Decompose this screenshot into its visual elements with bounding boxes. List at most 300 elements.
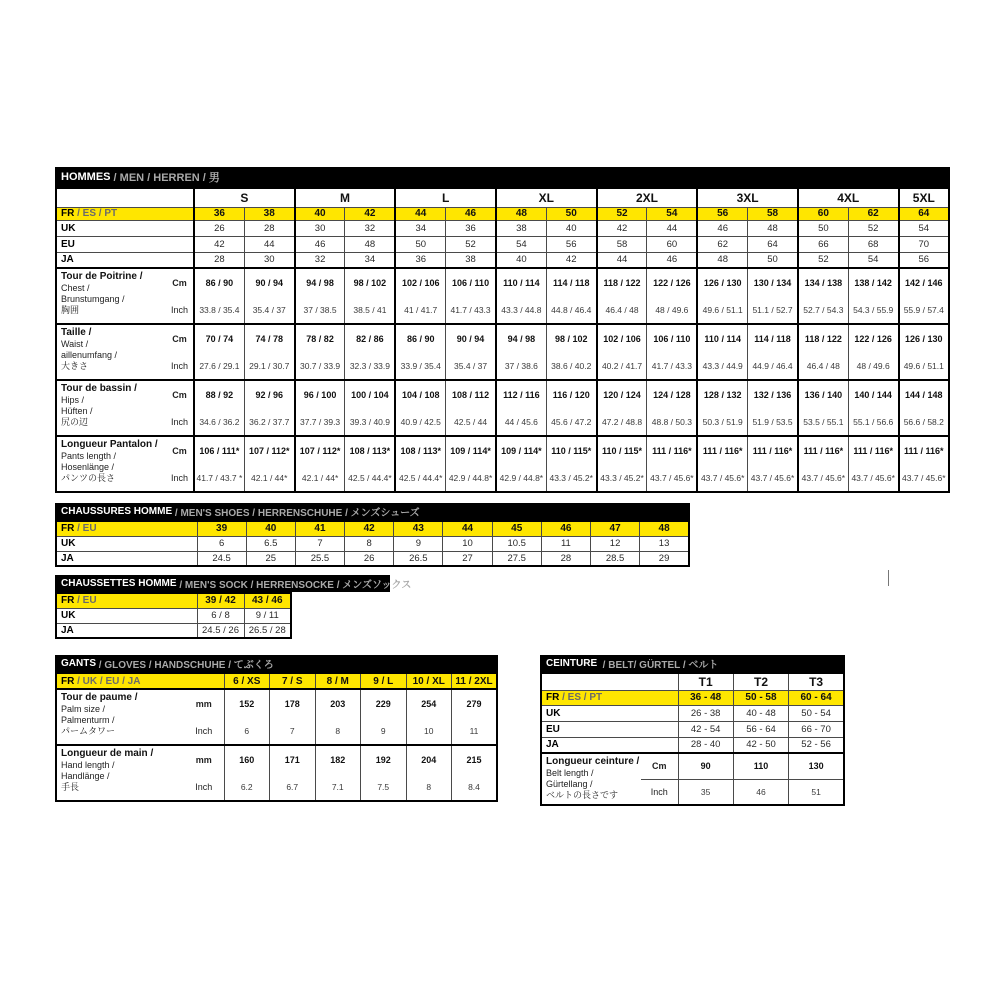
size-value: 48: [496, 207, 546, 220]
unit-inch: Inch: [166, 296, 194, 324]
size-value: 10 / XL: [406, 673, 452, 689]
row-label: [541, 737, 678, 753]
size-value: 54: [848, 252, 898, 268]
inch-value: 42.1 / 44*: [244, 464, 294, 492]
unit-inch: Inch: [166, 464, 194, 492]
inch-value: 37 / 38.5: [295, 296, 345, 324]
mm-value: 203: [315, 689, 361, 717]
inch-value: 33.9 / 35.4: [395, 352, 445, 380]
cm-value: 128 / 132: [697, 380, 747, 408]
measure-label-line: Chest /: [61, 282, 90, 293]
size-value: 6 / XS: [224, 673, 270, 689]
inch-value: 40.2 / 41.7: [597, 352, 647, 380]
row-label-rest: / UK / EU / JA: [74, 675, 141, 687]
size-value: 45: [492, 521, 541, 536]
measure-label: [56, 436, 166, 492]
cm-value: 110 / 114: [496, 268, 546, 296]
size-value: 6.5: [246, 536, 295, 551]
cm-value: 114 / 118: [748, 324, 798, 352]
shoes-title-bar: [55, 503, 690, 520]
table-row: [56, 464, 949, 492]
cm-value: 102 / 106: [395, 268, 445, 296]
cm-value: 82 / 86: [345, 324, 395, 352]
size-value: 30: [244, 252, 294, 268]
size-value: 56: [899, 252, 949, 268]
size-value: 40 - 48: [733, 705, 788, 721]
size-value: 52: [798, 252, 848, 268]
size-value: 24.5: [197, 551, 246, 566]
measure-label: [56, 324, 166, 380]
inch-value: 46: [733, 779, 788, 805]
size-value: 70: [899, 236, 949, 252]
unit-mm: mm: [184, 689, 224, 717]
measure-label: [56, 689, 184, 745]
inch-value: 35.4 / 37: [446, 352, 496, 380]
socks-size-table: [55, 592, 292, 639]
cm-value: 124 / 128: [647, 380, 697, 408]
inch-value: 35.4 / 37: [244, 296, 294, 324]
mm-value: 178: [270, 689, 316, 717]
inch-value: 42.5 / 44.4*: [345, 464, 395, 492]
measure-label-line: 大きさ: [61, 360, 89, 371]
size-value: 46: [446, 207, 496, 220]
inch-value: 42.9 / 44.8*: [446, 464, 496, 492]
size-value: 43 / 46: [244, 593, 291, 608]
measure-label-line: パンツの長さ: [61, 472, 116, 483]
size-value: 44: [647, 220, 697, 236]
size-value: 43: [394, 521, 443, 536]
inch-value: 43.7 / 45.6*: [798, 464, 848, 492]
table-row: [541, 673, 844, 690]
size-value: 36: [395, 252, 445, 268]
size-value: 26: [194, 220, 244, 236]
corner-cell: [541, 673, 678, 690]
size-value: 9 / L: [361, 673, 407, 689]
row-label: [56, 252, 194, 268]
belt-title-rest: / BELT/ GÜRTEL / ベルト: [597, 660, 719, 671]
inch-value: 41.7 / 43.7 *: [194, 464, 244, 492]
cm-value: 100 / 104: [345, 380, 395, 408]
size-value: 25.5: [295, 551, 344, 566]
size-value: 44: [597, 252, 647, 268]
row-label-bold: EU: [546, 723, 560, 735]
unit-inch: Inch: [166, 408, 194, 436]
cm-value: 88 / 92: [194, 380, 244, 408]
size-value: 52: [446, 236, 496, 252]
cm-value: 111 / 116*: [798, 436, 848, 464]
mm-value: 279: [452, 689, 498, 717]
table-row: [56, 745, 497, 773]
size-value: 12: [591, 536, 640, 551]
unit-cm: Cm: [166, 436, 194, 464]
size-value: 42: [194, 236, 244, 252]
inch-value: 47.2 / 48.8: [597, 408, 647, 436]
inch-value: 36.2 / 37.7: [244, 408, 294, 436]
measure-label-line: Palm size /: [61, 703, 106, 714]
size-value: 54: [647, 207, 697, 220]
size-value: 27.5: [492, 551, 541, 566]
cm-value: 111 / 116*: [848, 436, 898, 464]
size-value: 46: [647, 252, 697, 268]
gloves-title-bar: [55, 655, 498, 672]
table-row: [541, 721, 844, 737]
cm-value: 126 / 130: [899, 324, 949, 352]
size-value: 50 - 54: [789, 705, 844, 721]
size-value: 48: [748, 220, 798, 236]
cm-value: 90: [678, 753, 733, 779]
socks-title-rest: / MEN'S SOCK / HERRENSOCKE / メンズソックス: [176, 580, 412, 591]
table-row: [56, 268, 949, 296]
table-row: [56, 623, 291, 638]
size-value: 28.5: [591, 551, 640, 566]
size-value: 6: [197, 536, 246, 551]
size-value: 25: [246, 551, 295, 566]
cm-value: 86 / 90: [395, 324, 445, 352]
measure-label-line: Hand length /: [61, 759, 115, 770]
belt-size-header: T1: [678, 673, 733, 690]
measure-label-line: Belt length /: [546, 767, 594, 778]
row-label-rest: / EU: [74, 595, 97, 607]
cm-value: 111 / 116*: [748, 436, 798, 464]
inch-value: 41.7 / 43.3: [647, 352, 697, 380]
table-row: [56, 536, 689, 551]
size-group-header: M: [295, 188, 396, 207]
size-value: 28 - 40: [678, 737, 733, 753]
row-label-bold: UK: [61, 538, 76, 549]
size-value: 54: [496, 236, 546, 252]
size-value: 50: [546, 207, 596, 220]
size-value: 64: [748, 236, 798, 252]
row-label: [56, 673, 224, 689]
unit-cm: Cm: [166, 268, 194, 296]
row-label-rest: / ES / PT: [74, 208, 118, 219]
cm-value: 126 / 130: [697, 268, 747, 296]
size-value: 10: [443, 536, 492, 551]
unit-inch: Inch: [184, 717, 224, 745]
size-value: 8 / M: [315, 673, 361, 689]
inch-value: 35: [678, 779, 733, 805]
inch-value: 38.5 / 41: [345, 296, 395, 324]
cm-value: 108 / 113*: [395, 436, 445, 464]
mm-value: 182: [315, 745, 361, 773]
gloves-size-table: [55, 672, 498, 802]
inch-value: 32.3 / 33.9: [345, 352, 395, 380]
cm-value: 90 / 94: [244, 268, 294, 296]
inch-value: 42.5 / 44.4*: [395, 464, 445, 492]
size-value: 28: [541, 551, 590, 566]
size-group-header: 2XL: [597, 188, 698, 207]
size-group-header: XL: [496, 188, 597, 207]
cm-value: 108 / 112: [446, 380, 496, 408]
mm-value: 152: [224, 689, 270, 717]
inch-value: 56.6 / 58.2: [899, 408, 949, 436]
size-value: 27: [443, 551, 492, 566]
size-value: 58: [748, 207, 798, 220]
inch-value: 52.7 / 54.3: [798, 296, 848, 324]
inch-value: 6: [224, 717, 270, 745]
size-value: 29: [640, 551, 689, 566]
row-label-bold: FR: [61, 675, 75, 687]
cm-value: 98 / 102: [345, 268, 395, 296]
cm-value: 94 / 98: [295, 268, 345, 296]
size-group-header: 4XL: [798, 188, 899, 207]
cm-value: 86 / 90: [194, 268, 244, 296]
size-value: 42 - 50: [733, 737, 788, 753]
inch-value: 8: [406, 773, 452, 801]
cm-value: 118 / 122: [798, 324, 848, 352]
unit-cm: Cm: [166, 380, 194, 408]
measure-label: [56, 380, 166, 436]
inch-value: 53.5 / 55.1: [798, 408, 848, 436]
row-label: [56, 521, 197, 536]
size-value: 8: [345, 536, 394, 551]
inch-value: 27.6 / 29.1: [194, 352, 244, 380]
row-label-bold: UK: [546, 707, 561, 719]
row-label: [56, 608, 197, 623]
size-value: 46: [295, 236, 345, 252]
cm-value: 130: [789, 753, 844, 779]
size-value: 11: [541, 536, 590, 551]
row-label-bold: UK: [61, 610, 76, 621]
row-label: [56, 220, 194, 236]
row-label: [56, 551, 197, 566]
unit-inch: Inch: [641, 779, 678, 805]
measure-label-line: Taille /: [61, 327, 92, 338]
row-label-rest: / ES / PT: [559, 692, 603, 703]
unit-cm: Cm: [166, 324, 194, 352]
inch-value: 45.6 / 47.2: [546, 408, 596, 436]
inch-value: 39.3 / 40.9: [345, 408, 395, 436]
size-value: 24.5 / 26: [197, 623, 244, 638]
row-label-bold: FR: [61, 595, 75, 607]
cm-value: 110: [733, 753, 788, 779]
measure-label-line: 尻の辺: [61, 416, 89, 427]
size-value: 62: [697, 236, 747, 252]
size-value: 36: [446, 220, 496, 236]
cm-value: 109 / 114*: [496, 436, 546, 464]
gloves-title-bold: GANTS: [61, 658, 96, 669]
inch-value: 9: [361, 717, 407, 745]
inch-value: 48 / 49.6: [647, 296, 697, 324]
row-label: [541, 690, 678, 705]
size-value: 26.5 / 28: [244, 623, 291, 638]
table-row: [56, 551, 689, 566]
size-value: 38: [244, 207, 294, 220]
cm-value: 140 / 144: [848, 380, 898, 408]
size-group-header: S: [194, 188, 295, 207]
row-label-rest: / EU: [74, 523, 97, 535]
cm-value: 142 / 146: [899, 268, 949, 296]
cm-value: 98 / 102: [546, 324, 596, 352]
size-value: 66: [798, 236, 848, 252]
size-value: 48: [640, 521, 689, 536]
inch-value: 30.7 / 33.9: [295, 352, 345, 380]
measure-label-line: Hosenlänge /: [61, 461, 115, 472]
cm-value: 111 / 116*: [697, 436, 747, 464]
size-value: 40: [295, 207, 345, 220]
row-label-bold: JA: [61, 254, 74, 266]
size-value: 42 - 54: [678, 721, 733, 737]
size-value: 66 - 70: [789, 721, 844, 737]
measure-label: [541, 753, 641, 805]
table-row: [56, 236, 949, 252]
inch-value: 49.6 / 51.1: [697, 296, 747, 324]
size-value: 44: [395, 207, 445, 220]
inch-value: 6.2: [224, 773, 270, 801]
size-value: 9: [394, 536, 443, 551]
size-value: 58: [597, 236, 647, 252]
inch-value: 43.7 / 45.6*: [899, 464, 949, 492]
inch-value: 43.7 / 45.6*: [848, 464, 898, 492]
cm-value: 96 / 100: [295, 380, 345, 408]
size-value: 42: [345, 521, 394, 536]
measure-label-line: Handlänge /: [61, 770, 110, 781]
inch-value: 43.7 / 45.6*: [647, 464, 697, 492]
inch-value: 51.9 / 53.5: [748, 408, 798, 436]
unit-inch: Inch: [184, 773, 224, 801]
size-value: 60: [798, 207, 848, 220]
inch-value: 42.9 / 44.8*: [496, 464, 546, 492]
measure-label-line: ベルトの長さです: [546, 789, 619, 800]
cm-value: 112 / 116: [496, 380, 546, 408]
row-label-bold: FR: [546, 692, 560, 703]
inch-value: 44.9 / 46.4: [748, 352, 798, 380]
size-value: 62: [848, 207, 898, 220]
size-value: 56 - 64: [733, 721, 788, 737]
size-value: 36: [194, 207, 244, 220]
row-label-bold: UK: [61, 222, 76, 234]
cm-value: 130 / 134: [748, 268, 798, 296]
inch-value: 7.1: [315, 773, 361, 801]
inch-value: 29.1 / 30.7: [244, 352, 294, 380]
size-value: 34: [395, 220, 445, 236]
size-value: 46: [697, 220, 747, 236]
mm-value: 171: [270, 745, 316, 773]
size-value: 52: [597, 207, 647, 220]
size-value: 10.5: [492, 536, 541, 551]
measure-label-line: 手長: [61, 781, 80, 792]
size-value: 41: [295, 521, 344, 536]
table-row: [56, 608, 291, 623]
cm-value: 144 / 148: [899, 380, 949, 408]
cm-value: 118 / 122: [597, 268, 647, 296]
inch-value: 44.8 / 46.4: [546, 296, 596, 324]
measure-label: [56, 268, 166, 324]
size-value: 48: [697, 252, 747, 268]
measure-label-line: Brunstumgang /: [61, 293, 125, 304]
size-value: 30: [295, 220, 345, 236]
size-group-header: 5XL: [899, 188, 949, 207]
belt-title-bold: CEINTURE: [546, 658, 598, 669]
size-value: 26: [345, 551, 394, 566]
row-label: [56, 236, 194, 252]
cm-value: 106 / 110: [647, 324, 697, 352]
mm-value: 215: [452, 745, 498, 773]
size-value: 32: [345, 220, 395, 236]
measure-label-line: aillenumfang /: [61, 349, 118, 360]
size-value: 50 - 58: [733, 690, 788, 705]
inch-value: 42.5 / 44: [446, 408, 496, 436]
unit-inch: Inch: [166, 352, 194, 380]
table-row: [541, 705, 844, 721]
size-value: 52 - 56: [789, 737, 844, 753]
size-value: 54: [899, 220, 949, 236]
measure-label-line: パームタワー: [61, 725, 116, 736]
size-value: 42: [345, 207, 395, 220]
cm-value: 92 / 96: [244, 380, 294, 408]
size-value: 28: [194, 252, 244, 268]
cm-value: 109 / 114*: [446, 436, 496, 464]
measure-label-line: Tour de paume /: [61, 692, 138, 703]
inch-value: 34.6 / 36.2: [194, 408, 244, 436]
size-value: 11 / 2XL: [452, 673, 498, 689]
table-row: [56, 324, 949, 352]
cm-value: 134 / 138: [798, 268, 848, 296]
cm-value: 108 / 113*: [345, 436, 395, 464]
inch-value: 42.1 / 44*: [295, 464, 345, 492]
inch-value: 7: [270, 717, 316, 745]
inch-value: 6.7: [270, 773, 316, 801]
size-value: 40: [496, 252, 546, 268]
cm-value: 122 / 126: [647, 268, 697, 296]
table-row: [56, 436, 949, 464]
size-group-header: L: [395, 188, 496, 207]
row-label: [56, 207, 194, 220]
inch-value: 50.3 / 51.9: [697, 408, 747, 436]
unit-cm: Cm: [641, 753, 678, 779]
measure-label-line: Palmenturm /: [61, 714, 115, 725]
size-value: 46: [541, 521, 590, 536]
size-value: 44: [244, 236, 294, 252]
inch-value: 49.6 / 51.1: [899, 352, 949, 380]
row-label: [56, 536, 197, 551]
size-value: 56: [546, 236, 596, 252]
size-value: 38: [446, 252, 496, 268]
row-label-bold: JA: [546, 739, 559, 751]
measure-label-line: Longueur ceinture /: [546, 756, 640, 767]
inch-value: 55.1 / 56.6: [848, 408, 898, 436]
measure-label-line: Tour de Poitrine /: [61, 271, 143, 282]
inch-value: 43.3 / 45.2*: [546, 464, 596, 492]
inch-value: 41.7 / 43.3: [446, 296, 496, 324]
measure-label-line: Longueur Pantalon /: [61, 439, 158, 450]
inch-value: 46.4 / 48: [798, 352, 848, 380]
cm-value: 114 / 118: [546, 268, 596, 296]
table-row: [56, 380, 949, 408]
size-value: 50: [748, 252, 798, 268]
cm-value: 110 / 115*: [546, 436, 596, 464]
size-value: 42: [546, 252, 596, 268]
cm-value: 90 / 94: [446, 324, 496, 352]
measure-label-line: Hüften /: [61, 405, 93, 416]
size-value: 68: [848, 236, 898, 252]
inch-value: 33.8 / 35.4: [194, 296, 244, 324]
row-label-bold: JA: [61, 624, 74, 636]
row-label-bold: FR: [61, 208, 75, 219]
table-row: [56, 521, 689, 536]
size-value: 50: [395, 236, 445, 252]
inch-value: 8: [315, 717, 361, 745]
inch-value: 54.3 / 55.9: [848, 296, 898, 324]
inch-value: 48.8 / 50.3: [647, 408, 697, 436]
cm-value: 136 / 140: [798, 380, 848, 408]
mens-title-bold: HOMMES: [61, 171, 111, 183]
cm-value: 104 / 108: [395, 380, 445, 408]
inch-value: 11: [452, 717, 498, 745]
size-value: 9 / 11: [244, 608, 291, 623]
size-value: 40: [246, 521, 295, 536]
table-row: [56, 220, 949, 236]
